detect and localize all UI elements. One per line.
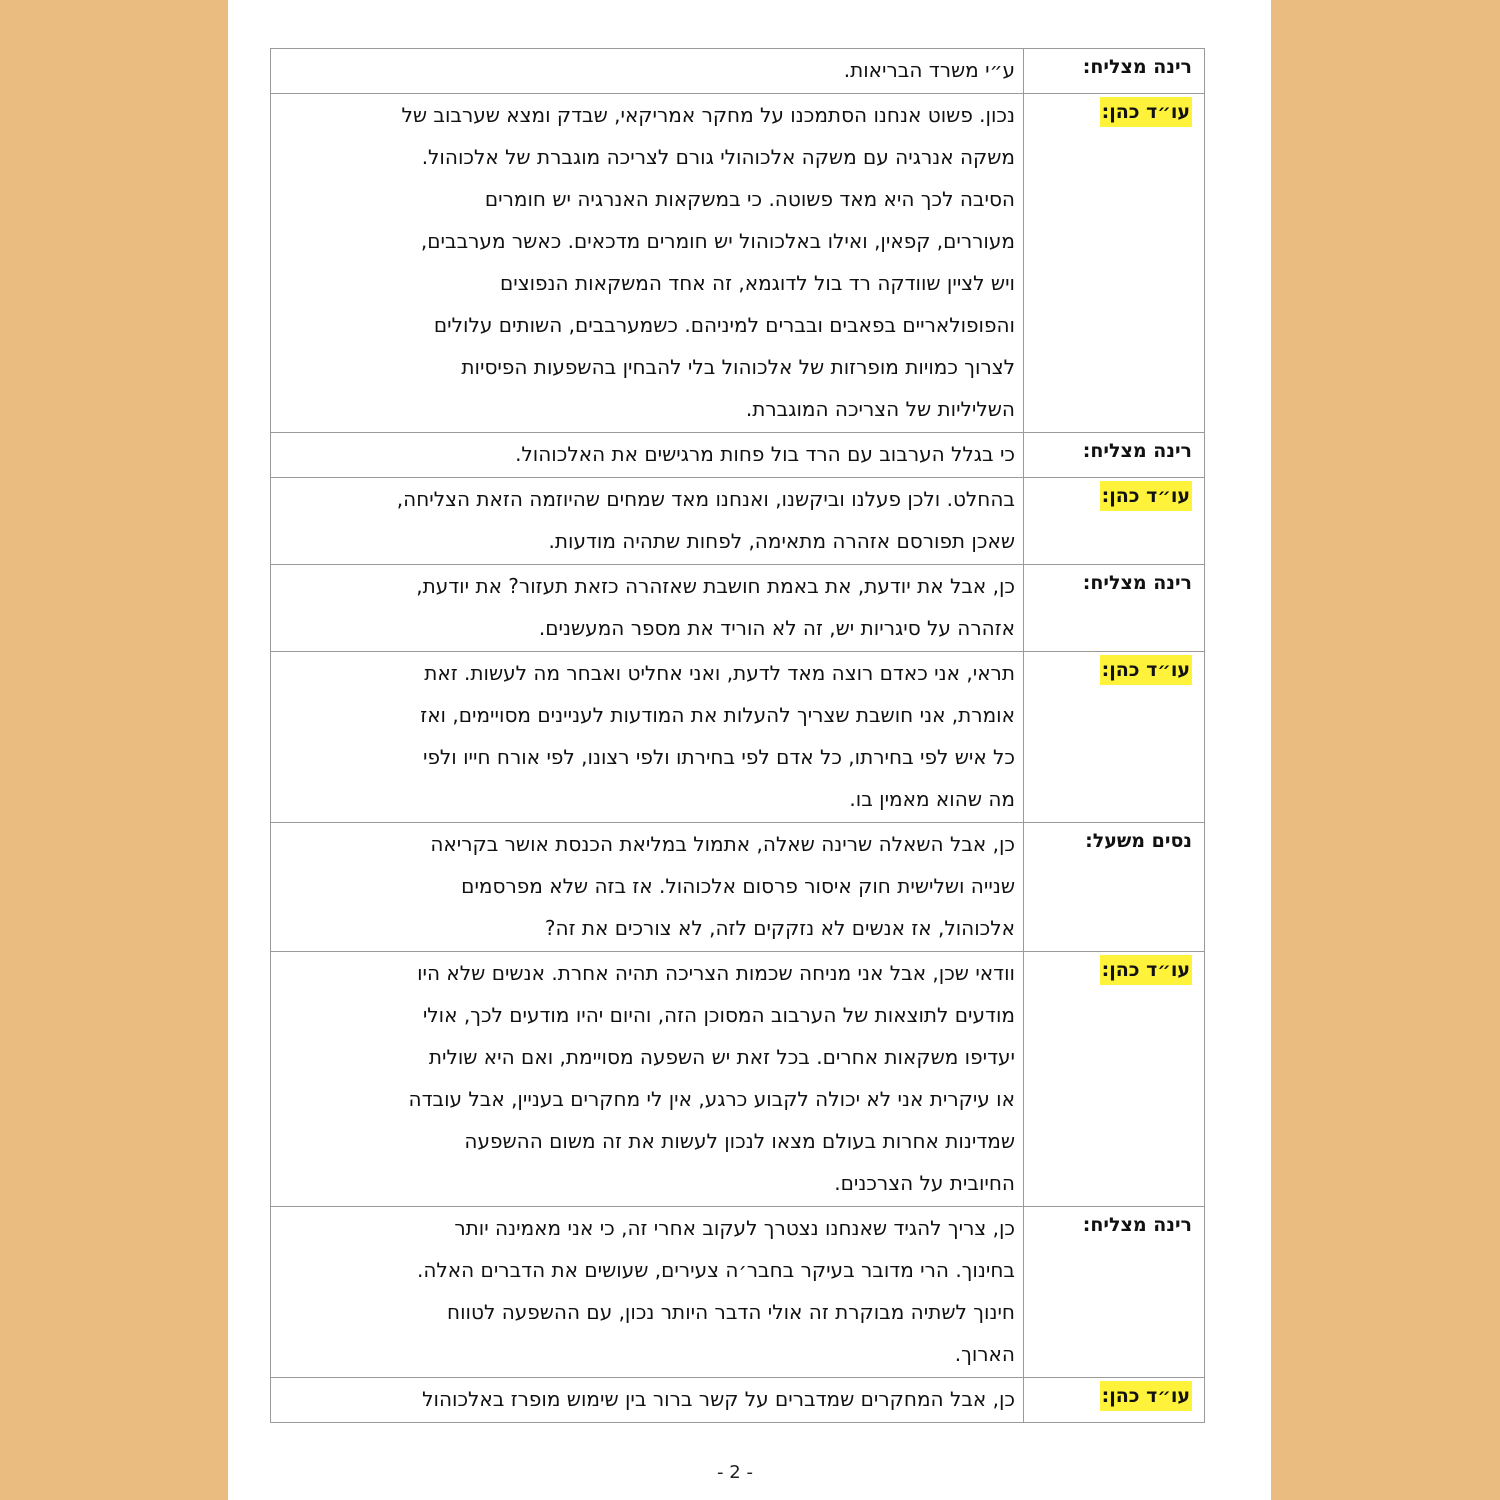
speaker-cell <box>1024 952 1205 1207</box>
transcript-row <box>271 478 1205 565</box>
speech-cell <box>271 1378 1024 1423</box>
speech-line: שמדינות אחרות בעולם מצאו לנכון לעשות את זה משום ההשפעה <box>464 1129 1015 1153</box>
speech-cell <box>271 49 1024 94</box>
speaker-name: עו״ד כהן: <box>1100 97 1192 127</box>
speech-line: או עיקרית אני לא יכולה לקבוע כרגע, אין לי מחקרים בעניין, אבל עובדה <box>408 1087 1015 1111</box>
speech-line: כן, צריך להגיד שאנחנו נצטרך לעקוב אחרי זה, כי אני מאמינה יותר <box>454 1216 1015 1240</box>
speech-line: החיובית על הצרכנים. <box>834 1171 1015 1195</box>
speaker-cell <box>1024 49 1205 94</box>
speaker-cell <box>1024 94 1205 433</box>
transcript-row <box>271 652 1205 823</box>
speech-line: לצרוך כמויות מופרזות של אלכוהול בלי להבחין בהשפעות הפיסיות <box>461 355 1015 379</box>
speech-cell <box>271 433 1024 478</box>
speaker-cell <box>1024 652 1205 823</box>
speech-line: כל איש לפי בחירתו, כל אדם לפי בחירתו ולפי רצונו, לפי אורח חייו ולפי <box>422 745 1015 769</box>
speaker-name: עו״ד כהן: <box>1100 1381 1192 1411</box>
speech-line: מודעים לתוצאות של הערבוב המסוכן הזה, והיום יהיו מודעים לכך, אולי <box>422 1003 1015 1027</box>
speaker-name: רינה מצליח: <box>1082 572 1192 594</box>
speaker-name: רינה מצליח: <box>1082 440 1192 462</box>
speech-line: והפופולאריים בפאבים ובברים למיניהם. כשמערבבים, השותים עלולים <box>433 313 1015 337</box>
speech-line: יעדיפו משקאות אחרים. בכל זאת יש השפעה מסויימת, ואם היא שולית <box>428 1045 1015 1069</box>
speech-line: שאכן תפורסם אזהרה מתאימה, לפחות שתהיה מודעות. <box>548 529 1015 553</box>
speech-cell <box>271 652 1024 823</box>
transcript-row <box>271 1378 1205 1423</box>
speaker-name: רינה מצליח: <box>1082 1214 1192 1236</box>
speech-line: הסיבה לכך היא מאד פשוטה. כי במשקאות האנרגיה יש חומרים <box>484 187 1015 211</box>
transcript-row <box>271 952 1205 1207</box>
speech-line: כן, אבל את יודעת, את באמת חושבת שאזהרה כזאת תעזור? את יודעת, <box>416 574 1015 598</box>
speaker-name: רינה מצליח: <box>1082 56 1192 78</box>
page-number: - 2 - <box>717 1462 753 1483</box>
speaker-name: עו״ד כהן: <box>1100 655 1192 685</box>
transcript-row <box>271 823 1205 952</box>
transcript-row <box>271 433 1205 478</box>
speech-cell <box>271 1207 1024 1378</box>
speech-cell <box>271 478 1024 565</box>
speech-cell <box>271 94 1024 433</box>
speech-line: שנייה ושלישית חוק איסור פרסום אלכוהול. אז בזה שלא מפרסמים <box>461 874 1015 898</box>
speech-cell <box>271 565 1024 652</box>
transcript-row <box>271 94 1205 433</box>
speaker-name: עו״ד כהן: <box>1100 481 1192 511</box>
speech-line: מה שהוא מאמין בו. <box>849 787 1015 811</box>
speech-cell <box>271 823 1024 952</box>
speech-line: כי בגלל הערבוב עם הרד בול פחות מרגישים את האלכוהול. <box>515 442 1015 466</box>
speech-line: כן, אבל השאלה שרינה שאלה, אתמול במליאת הכנסת אושר בקריאה <box>430 832 1015 856</box>
speaker-cell <box>1024 433 1205 478</box>
speaker-cell <box>1024 1207 1205 1378</box>
speech-cell <box>271 952 1024 1207</box>
speech-line: מעוררים, קפאין, ואילו באלכוהול יש חומרים מדכאים. כאשר מערבבים, <box>420 229 1015 253</box>
speech-line: נכון. פשוט אנחנו הסתמכנו על מחקר אמריקאי, שבדק ומצא שערבוב של <box>401 103 1015 127</box>
speech-line: וודאי שכן, אבל אני מניחה שכמות הצריכה תהיה אחרת. אנשים שלא היו <box>417 961 1015 985</box>
speaker-cell <box>1024 565 1205 652</box>
speech-line: משקה אנרגיה עם משקה אלכוהולי גורם לצריכה מוגברת של אלכוהול. <box>421 145 1015 169</box>
speech-line: תראי, אני כאדם רוצה מאד לדעת, ואני אחליט ואבחר מה לעשות. זאת <box>424 661 1015 685</box>
speaker-cell <box>1024 823 1205 952</box>
speaker-name: נסים משעל: <box>1085 830 1192 852</box>
speech-line: כן, אבל המחקרים שמדברים על קשר ברור בין שימוש מופרז באלכוהול <box>422 1387 1015 1411</box>
speech-line: אזהרה על סיגריות יש, זה לא הוריד את מספר המעשנים. <box>538 616 1015 640</box>
speech-line: אלכוהול, אז אנשים לא נזקקים לזה, לא צורכים את זה? <box>544 916 1015 940</box>
speech-line: בחינוך. הרי מדובר בעיקר בחבר׳ה צעירים, שעושים את הדברים האלה. <box>416 1258 1015 1282</box>
speaker-cell <box>1024 1378 1205 1423</box>
transcript-row <box>271 565 1205 652</box>
speaker-cell <box>1024 478 1205 565</box>
transcript-row <box>271 49 1205 94</box>
transcript-table <box>270 48 1205 1423</box>
speech-line: השליליות של הצריכה המוגברת. <box>745 397 1015 421</box>
speech-line: ויש לציין שוודקה רד בול לדוגמא, זה אחד המשקאות הנפוצים <box>500 271 1015 295</box>
speech-line: הארוך. <box>954 1342 1015 1366</box>
speech-line: ע״י משרד הבריאות. <box>843 58 1015 82</box>
transcript-row <box>271 1207 1205 1378</box>
speech-line: חינוך לשתיה מבוקרת זה אולי הדבר היותר נכון, עם ההשפעה לטווח <box>447 1300 1015 1324</box>
speaker-name: עו״ד כהן: <box>1100 955 1192 985</box>
speech-line: אומרת, אני חושבת שצריך להעלות את המודעות לעניינים מסויימים, ואז <box>420 703 1015 727</box>
speech-line: בהחלט. ולכן פעלנו וביקשנו, ואנחנו מאד שמחים שהיוזמה הזאת הצליחה, <box>396 487 1015 511</box>
